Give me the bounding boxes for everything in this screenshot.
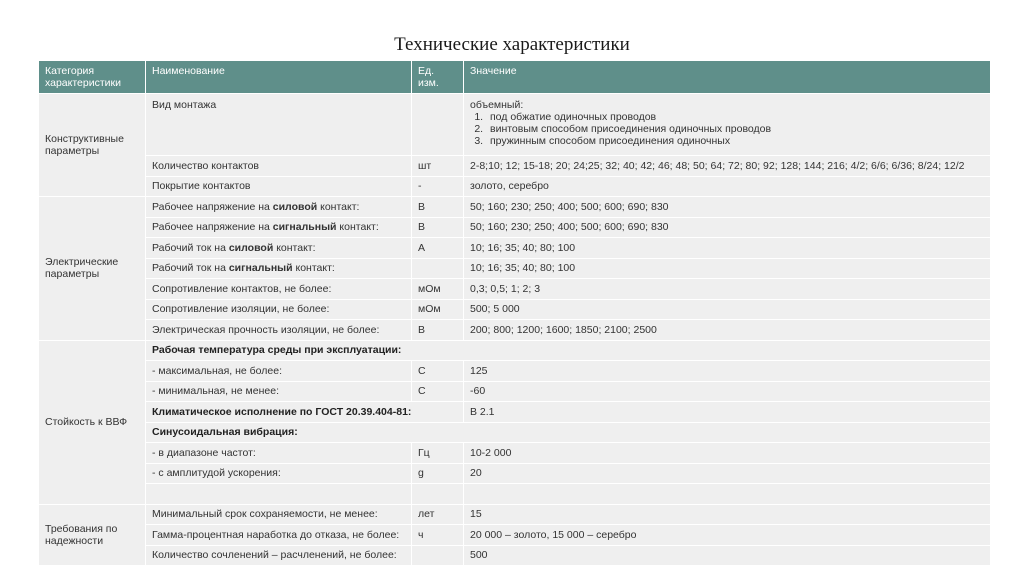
group-resistance: Стойкость к ВВФ: [39, 340, 146, 504]
row-name: [146, 217, 412, 238]
row-name: - с амплитудой ускорения:: [146, 463, 412, 484]
name-text: Рабочее напряжение на: [152, 221, 273, 234]
mount-value-intro: объемный:: [470, 99, 524, 111]
row-value: [464, 94, 991, 156]
row-value: В 2.1: [464, 402, 991, 423]
header-value: Значение: [464, 61, 991, 94]
row-value: 125: [464, 361, 991, 382]
table-row: [39, 94, 991, 156]
row-value: золото, серебро: [464, 176, 991, 197]
table-row: [39, 340, 991, 361]
row-value: 50; 160; 230; 250; 400; 500; 600; 690; 830: [464, 197, 991, 218]
row-value: 15: [464, 504, 991, 525]
row-unit: мОм: [412, 299, 464, 320]
row-value: 2-8;10; 12; 15-18; 20; 24;25; 32; 40; 42; 46; 48; 50; 64; 72; 80; 92; 128; 144; 216; 4/2; 6/6; 6/36; 8/24; 12/2: [464, 156, 991, 177]
name-emphasis: сигнальный: [272, 221, 337, 234]
row-name: Гамма-процентная наработка до отказа, не более:: [146, 525, 412, 546]
row-name: - в диапазоне частот:: [146, 443, 412, 464]
row-unit: шт: [412, 156, 464, 177]
row-unit: В: [412, 197, 464, 218]
table-row: [39, 156, 991, 177]
table-row: [39, 463, 991, 484]
list-item: 2. винтовым способом присоединения одиночных проводов: [486, 123, 984, 135]
mount-value-list: [470, 111, 984, 147]
name-text: Рабочий ток на: [152, 241, 229, 254]
table-row: [39, 197, 991, 218]
row-value: 10; 16; 35; 40; 80; 100: [464, 258, 991, 279]
row-value: 20: [464, 463, 991, 484]
row-name: [146, 238, 412, 259]
name-text: контакт:: [317, 200, 360, 213]
row-name: Покрытие контактов: [146, 176, 412, 197]
section-subheader: Синусоидальная вибрация:: [146, 422, 991, 443]
row-unit: С: [412, 361, 464, 382]
row-value: 20 000 – золото, 15 000 – серебро: [464, 525, 991, 546]
row-name: - минимальная, не менее:: [146, 381, 412, 402]
group-reliability: Требования по надежности: [39, 504, 146, 566]
header-name: Наименование: [146, 61, 412, 94]
table-row: [39, 238, 991, 259]
name-emphasis: силовой: [228, 241, 274, 254]
table-row: [39, 299, 991, 320]
row-value: 0,3; 0,5; 1; 2; 3: [464, 279, 991, 300]
row-unit: С: [412, 381, 464, 402]
table-row: [39, 545, 991, 566]
row-value: 500; 5 000: [464, 299, 991, 320]
table-row: [39, 176, 991, 197]
row-name: Количество сочленений – расчленений, не более:: [146, 545, 412, 566]
table-row: [39, 217, 991, 238]
row-name: Сопротивление изоляции, не более:: [146, 299, 412, 320]
table-row: [39, 361, 991, 382]
page-title: Технические характеристики: [394, 34, 630, 55]
row-name: Электрическая прочность изоляции, не более:: [146, 320, 412, 341]
name-text: Рабочий ток на: [152, 262, 229, 275]
table-header-row: [39, 61, 991, 94]
row-unit: -: [412, 176, 464, 197]
row-unit: Гц: [412, 443, 464, 464]
row-name: Количество контактов: [146, 156, 412, 177]
row-unit: [412, 94, 464, 156]
table-row: [39, 258, 991, 279]
table-row: [39, 381, 991, 402]
row-unit: В: [412, 217, 464, 238]
row-unit: g: [412, 463, 464, 484]
row-value: [464, 484, 991, 505]
table-row: [39, 443, 991, 464]
row-name: Климатическое исполнение по ГОСТ 20.39.404-81:: [146, 402, 464, 423]
row-unit: лет: [412, 504, 464, 525]
row-unit: мОм: [412, 279, 464, 300]
header-category: Категория характеристики: [39, 61, 146, 94]
table-row: [39, 504, 991, 525]
row-unit: [412, 484, 464, 505]
group-electrical: Электрические параметры: [39, 197, 146, 341]
name-text: контакт:: [336, 221, 379, 234]
row-unit: [412, 258, 464, 279]
row-unit: В: [412, 320, 464, 341]
row-value: 10; 16; 35; 40; 80; 100: [464, 238, 991, 259]
table-row: [39, 525, 991, 546]
row-unit: ч: [412, 525, 464, 546]
specifications-table: [38, 60, 991, 566]
row-unit: А: [412, 238, 464, 259]
list-item: 3. пружинным способом присоединения одиночных: [486, 135, 984, 147]
row-name: [146, 484, 412, 505]
row-value: 200; 800; 1200; 1600; 1850; 2100; 2500: [464, 320, 991, 341]
row-name: [146, 197, 412, 218]
row-name: Вид монтажа: [146, 94, 412, 156]
table-row: [39, 422, 991, 443]
row-value: -60: [464, 381, 991, 402]
row-value: 500: [464, 545, 991, 566]
name-text: контакт:: [292, 262, 335, 275]
row-value: 50; 160; 230; 250; 400; 500; 600; 690; 830: [464, 217, 991, 238]
header-unit: Ед. изм.: [412, 61, 464, 94]
row-name: Минимальный срок сохраняемости, не менее:: [146, 504, 412, 525]
row-name: [146, 258, 412, 279]
list-item: 1. под обжатие одиночных проводов: [486, 111, 984, 123]
row-name: Сопротивление контактов, не более:: [146, 279, 412, 300]
name-text: Рабочее напряжение на: [152, 200, 273, 213]
group-constructive: Конструктивные параметры: [39, 94, 146, 197]
table-row: [39, 402, 991, 423]
name-emphasis: силовой: [272, 200, 318, 213]
row-value: 10-2 000: [464, 443, 991, 464]
section-subheader: Рабочая температура среды при эксплуатации:: [146, 340, 991, 361]
row-name: - максимальная, не более:: [146, 361, 412, 382]
table-row: [39, 320, 991, 341]
table-row: [39, 279, 991, 300]
table-row: [39, 484, 991, 505]
name-text: контакт:: [273, 241, 316, 254]
name-emphasis: сигнальный: [228, 262, 293, 275]
row-unit: [412, 545, 464, 566]
